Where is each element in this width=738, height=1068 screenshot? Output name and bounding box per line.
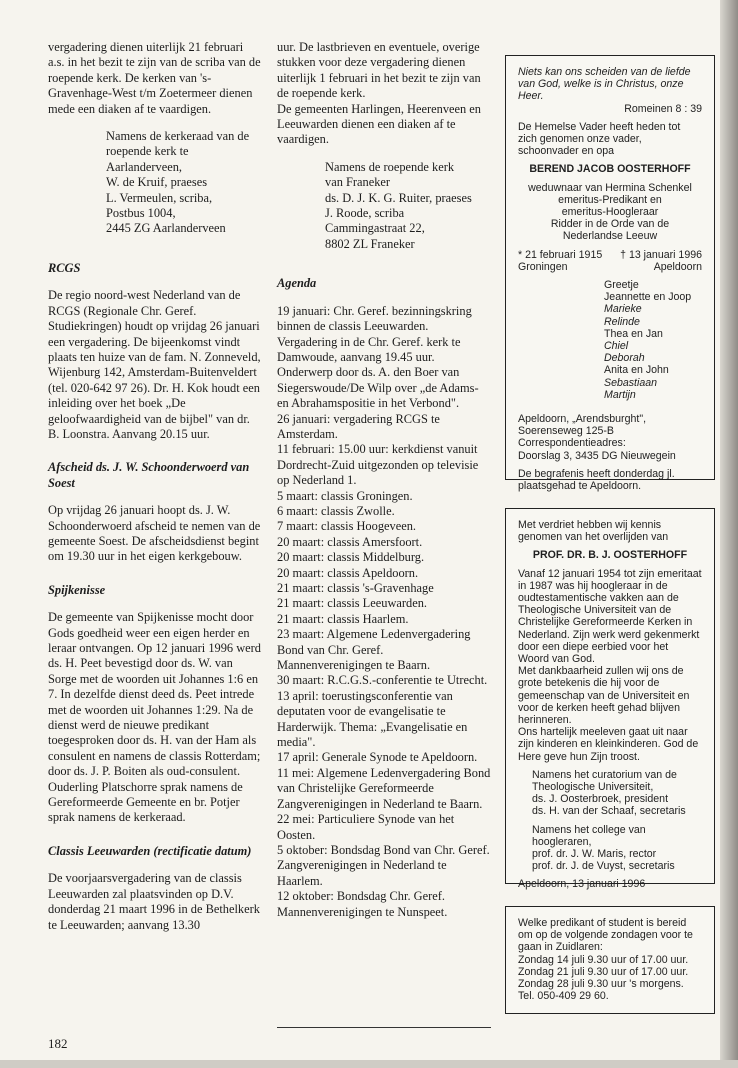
notice-text: Met dankbaarheid zullen wij ons de grote betekenis die hij voor de gemeenschap van de Universiteit en voor de kerken heeft gehad blijven herinneren. [518,665,690,727]
page-bottom-edge [0,1060,738,1068]
birth-date: * 21 februari 1915 [518,248,603,261]
family-member: Martijn [604,388,636,401]
family-member: Greetje [604,279,639,292]
column-left [48,40,262,933]
agenda-item: 20 maart: classis Apeldoorn. [277,565,419,580]
agenda-item: 13 april: toerustingsconferentie van deputaten voor de evangelisatie te Harderwijk. Thema: „Evangelisatie en media". [277,688,468,750]
agenda-list [277,304,491,920]
request-line: Zondag 14 juli 9.30 uur of 17.00 uur. [518,953,689,966]
funeral-note: De begrafenis heeft donderdag jl. plaatsgehad te Apeldoorn. [518,467,675,493]
signature-college [518,824,702,873]
page-number: 182 [48,1036,68,1051]
bible-reference: Romeinen 8 : 39 [624,102,702,115]
deceased-description [518,182,702,243]
preacher-request [505,906,715,1014]
paragraph-intro-continued: uur. De lastbrieven en eventuele, overige stukken voor deze vergadering dienen uiterlijk 1 februari in het bezit te zijn van de roepende kerk. [277,40,481,101]
bible-quote: Niets kan ons scheiden van de liefde van God, welke is in Christus, onze Heer. [518,66,691,103]
agenda-item: 22 mei: Particuliere Synode van het Oosten. [277,812,455,842]
agenda-item: 21 maart: classis Haarlem. [277,611,409,626]
signature-line: L. Vermeulen, scriba, [106,190,213,205]
death-date: † 13 januari 1996 [620,248,702,261]
signature-line: ds. J. Oosterbroek, president [532,793,669,806]
agenda-item: 20 maart: classis Amersfoort. [277,534,423,549]
signature-line: roepende kerk te [106,144,189,159]
family-member: Relinde [604,315,640,328]
agenda-item: 7 maart: classis Hoogeveen. [277,519,417,534]
signature-line: Aarlanderveen, [106,159,183,174]
signature-line: prof. dr. J. de Vuyst, secretaris [532,860,675,873]
request-line: Zondag 28 juli 9.30 uur 's morgens. [518,978,684,991]
signature-line: Cammingastraat 22, [325,221,425,236]
signature-line: hoogleraren, [532,835,592,848]
signature-line: van Franeker [325,175,391,190]
agenda-item: 6 maart: classis Zwolle. [277,503,395,518]
deceased-name: PROF. DR. B. J. OOSTERHOFF [532,549,688,562]
deceased-name: BEREND JACOB OOSTERHOFF [529,163,691,176]
signature-line: Postbus 1004, [106,206,176,221]
paragraph-diaken: De gemeenten Harlingen, Heerenveen en Leeuwarden dienen een diaken af te vaardigen. [277,101,481,147]
signature-line: Namens de roepende kerk [325,159,455,174]
agenda-item: 5 oktober: Bondsdag Bond van Chr. Geref. Zangverenigingen in Nederland te Haarlem. [277,842,490,888]
heading-rcgs: RCGS [48,260,81,275]
description-line: Ridder in de Orde van de [550,218,670,231]
heading-spijkenisse: Spijkenisse [48,582,106,597]
family-member: Thea en Jan [604,327,663,340]
paragraph-intro: vergadering dienen uiterlijk 21 februari a.s. in het bezit te zijn van de scriba van de roepende kerk. De kerken van 's-Gravenhage-West t/m Zoetermeer dienen mede een diaken af te vaardigen. [48,40,261,116]
signature-aarlanderveen [48,129,262,237]
description-line: emeritus-Hoogleraar [561,206,659,219]
paragraph-spijkenisse: De gemeente van Spijkenisse mocht door Gods goedheid weer een eigen herder en leraar ontvangen. Op 12 januari 1996 werd ds. H. Peet bevestigd door ds. W. van Sorge met de woorden uit Johannes 1:6 en 7. In dezelfde dienst deed ds. Peet intrede met de woorden uit Johannes 1:29. Na de dienst werd de nieuwe predikant toegesproken door ds. H. van der Ham als consulent en namens de classis Rotterdam; door ds. J. P. Boiten als oud-consulent. Ouderling Platschorre sprak namens de Gereformeerde Gemeente en br. Potjer sprak namens de kerkeraad. [48,610,261,825]
family-member: Jeannette en Joop [604,291,692,304]
signature-line: ds. H. van der Schaaf, secretaris [532,805,686,818]
dates [518,249,702,261]
notice-text: Vanaf 12 januari 1954 tot zijn emeritaat in 1987 was hij hoogleraar in de oudtestamentische vakken aan de Theologische Universiteit van de Christelijke Gereformeerde Kerken in Nederland. Zijn werk werd gekenmerkt door een diepe eerbied voor het Woord van God. [518,567,702,666]
agenda-item: 30 maart: R.C.G.S.-conferentie te Utrecht. [277,673,488,688]
family-list [518,279,702,401]
heading-classis-leeuwarden: Classis Leeuwarden (rectificatie datum) [48,843,252,858]
page-edge [720,0,738,1068]
agenda-item: 5 maart: classis Groningen. [277,488,413,503]
agenda-item: 11 februari: 15.00 uur: kerkdienst vanuit Dordrecht-Zuid uitgezonden op televisie op Nederland 1. [277,442,479,488]
request-line: Zondag 21 juli 9.30 uur of 17.00 uur. [518,965,689,978]
heading-agenda: Agenda [277,276,317,291]
signature-line: ds. D. J. K. G. Ruiter, praeses [325,190,472,205]
place-date: Apeldoorn, 13 januari 1996 [518,878,646,891]
signature-line: 8802 ZL Franeker [325,236,415,251]
agenda-item: 21 maart: classis Leeuwarden. [277,596,428,611]
address-block [518,413,702,462]
heading-afscheid: Afscheid ds. J. W. Schoonderwoerd van Soest [48,460,250,490]
signature-franeker [277,160,491,252]
signature-line: Namens het curatorium van de [532,768,677,781]
agenda-item: 19 januari: Chr. Geref. bezinningskring binnen de classis Leeuwarden. Vergadering in de Chr. Geref. kerk te Damwoude, aanvang 19.45 uur. Onderwerp door ds. A. den Boer van Siegerswoude/De Wilp over „de Adams- en Abrahamspositie in het Verbond". [277,303,479,411]
signature-line: Namens het college van [532,823,646,836]
signature-line: J. Roode, scriba [325,206,405,221]
signature-curatorium [518,769,702,818]
signature-line: prof. dr. J. W. Maris, rector [532,848,657,861]
agenda-item: 12 oktober: Bondsdag Chr. Geref. Mannenverenigingen te Nunspeet. [277,889,448,919]
paragraph-afscheid: Op vrijdag 26 januari hoopt ds. J. W. Schoonderwoerd afscheid te nemen van de gemeente Soest. De afscheidsdienst begint om 19.30 uur in het eigen kerkgebouw. [48,503,261,564]
family-member: Chiel [604,340,629,353]
death-place: Apeldoorn [653,260,702,273]
agenda-item: 20 maart: classis Middelburg. [277,550,425,565]
request-line: Welke predikant of student is bereid om op de volgende zondagen voor te gaan in Zuidlaren: [518,917,693,954]
agenda-item: 26 januari: vergadering RCGS te Amsterdam. [277,411,440,441]
agenda-item: 17 april: Generale Synode te Apeldoorn. [277,750,478,765]
agenda-item: 21 maart: classis 's-Gravenhage [277,581,434,595]
announcement: De Hemelse Vader heeft heden tot zich genomen onze vader, schoonvader en opa [518,120,681,158]
description-line: weduwnaar van Hermina Schenkel [528,181,692,194]
paragraph-rcgs: De regio noord-west Nederland van de RCGS (Regionale Chr. Geref. Studiekringen) houdt op vrijdag 26 januari een vergadering. De bijeenkomst vindt plaats ten huize van de fam. N. Zonneveld, Wijenburg 142, Amsterdam-Buitenveldert (tel. 020-642 97 26). Dr. H. Kok houdt een inleiding over het boek „De geloofwaardigheid van de bijbel" van dr. B. Loonstra. Aanvang 20.15 uur. [48,288,261,441]
address-line: Soerenseweg 125-B [518,425,614,438]
death-notice-family [505,55,715,493]
family-member: Deborah [604,352,645,365]
description-line: Nederlandse Leeuw [562,230,658,243]
column-middle [277,40,491,920]
signature-line: Namens de kerkeraad van de [106,129,250,144]
notice-text: Ons hartelijk meeleven gaat uit naar zijn kinderen en kleinkinderen. God de Here geve hun Zijn troost. [518,726,699,763]
agenda-item: 23 maart: Algemene Ledenvergadering Bond van Chr. Geref. Mannenverenigingen te Baarn. [277,627,471,673]
family-member: Marieke [604,303,642,316]
signature-line: W. de Kruif, praeses [106,175,208,190]
description-line: emeritus-Predikant en [558,193,662,206]
death-notice-university [505,508,715,891]
family-member: Anita en John [604,364,669,377]
request-line: Tel. 050-409 29 60. [518,990,609,1003]
column-end-rule [277,1027,491,1028]
paragraph-classis-leeuwarden: De voorjaarsvergadering van de classis Leeuwarden zal plaatsvinden op D.V. donderdag 21 maart 1996 in de Bethelkerk te Leeuwarden; aanvang 13.30 [48,871,260,932]
address-line: Apeldoorn, „Arendsburght", [518,413,647,426]
address-line: Doorslag 3, 3435 DG Nieuwegein [518,449,676,462]
address-line: Correspondentieadres: [518,437,626,450]
signature-line: 2445 ZG Aarlanderveen [106,221,226,236]
signature-line: Theologische Universiteit, [532,781,654,794]
places [518,261,702,273]
birth-place: Groningen [518,260,568,273]
family-member: Sebastiaan [604,376,658,389]
agenda-item: 11 mei: Algemene Ledenvergadering Bond van Christelijke Gereformeerde Zangverenigingen in Nederland te Baarn. [277,765,491,811]
notice-intro: Met verdriet hebben wij kennis genomen van het overlijden van [518,519,669,544]
